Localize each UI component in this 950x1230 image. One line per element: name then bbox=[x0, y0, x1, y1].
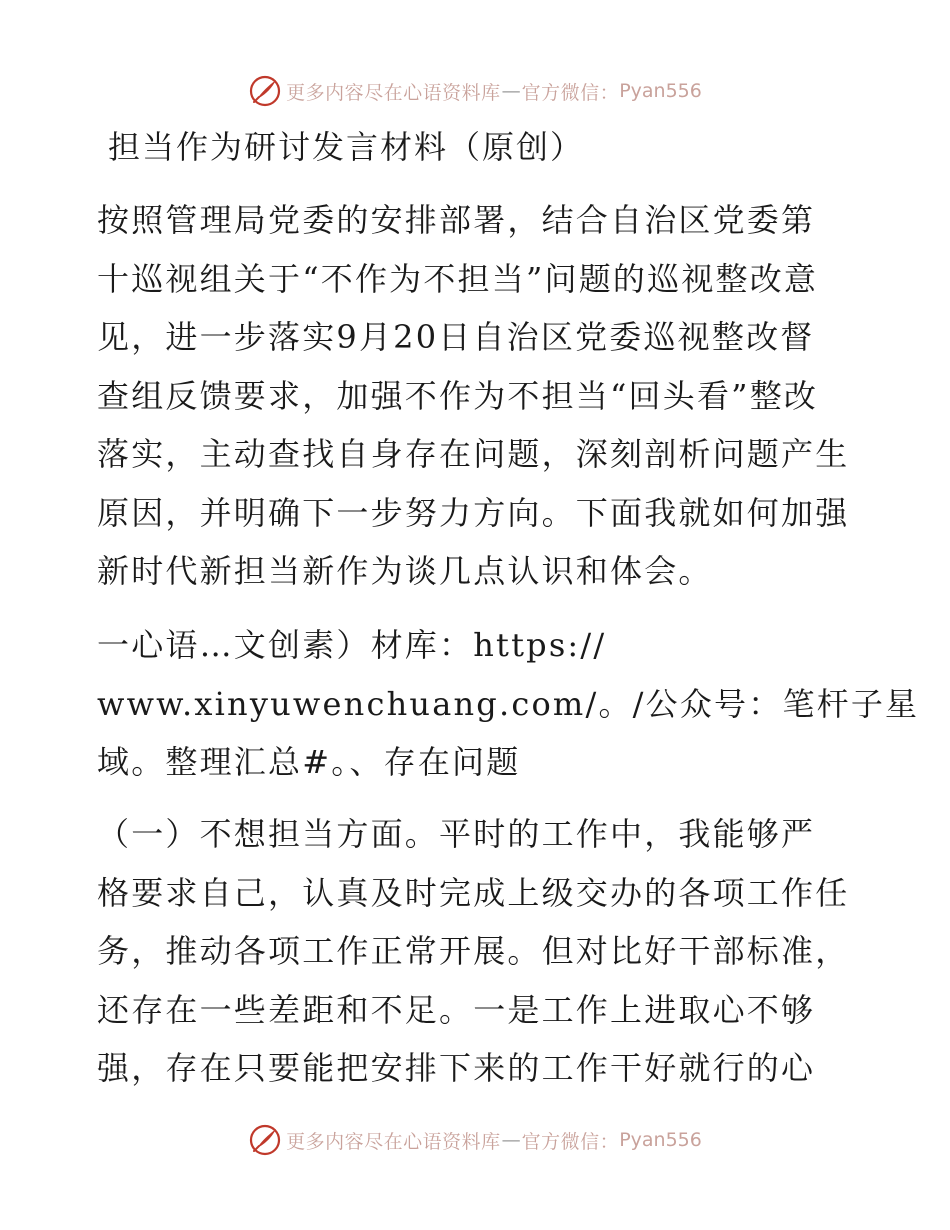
document-title: 担当作为研讨发言材料（原创） bbox=[108, 128, 585, 166]
footer-brand-text: 更多内容尽在心语资料库 bbox=[286, 1130, 501, 1153]
text-line: 新时代新担当新作为谈几点认识和体会。 bbox=[97, 552, 713, 590]
text-line: （一）不想担当方面。平时的工作中，我能够严 bbox=[97, 815, 816, 853]
footer-separator: — bbox=[501, 1129, 521, 1151]
header-contact-id: Pyan556 bbox=[619, 80, 702, 102]
paragraph-intro bbox=[97, 191, 857, 601]
header-contact-label: 官方微信： bbox=[521, 81, 620, 104]
footer-contact-label: 官方微信： bbox=[521, 1130, 620, 1153]
text-line: 格要求自己，认真及时完成上级交办的各项工作任 bbox=[97, 873, 850, 912]
text-line: 还存在一些差距和不足。一是工作上进取心不够 bbox=[97, 990, 816, 1029]
footer-contact-id: Pyan556 bbox=[619, 1129, 702, 1151]
paragraph-source-note bbox=[97, 616, 920, 792]
quill-pen-logo-icon bbox=[248, 74, 282, 108]
text-line: 按照管理局党委的安排部署，结合自治区党委第 bbox=[97, 201, 816, 239]
text-line: 十巡视组关于“不作为不担当”问题的巡视整改意 bbox=[97, 259, 819, 298]
text-line: 查组反馈要求，加强不作为不担当“回头看”整改 bbox=[97, 376, 819, 415]
text-line: 落实，主动查找自身存在问题，深刻剖析问题产生 bbox=[97, 435, 850, 473]
text-line: 域。整理汇总#。、存在问题 bbox=[97, 743, 521, 781]
quill-pen-logo-icon bbox=[248, 1123, 282, 1157]
footer-banner bbox=[0, 1120, 950, 1160]
header-separator: — bbox=[501, 80, 521, 102]
text-line: 强，存在只要能把安排下来的工作干好就行的心 bbox=[97, 1049, 816, 1087]
header-banner bbox=[0, 71, 950, 111]
text-line: www.xinyuwenchuang.com/。/公众号：笔杆子星 bbox=[97, 684, 920, 723]
header-brand-text: 更多内容尽在心语资料库 bbox=[286, 81, 501, 104]
text-line: 见，进一步落实9月20日自治区党委巡视整改督 bbox=[97, 318, 815, 356]
text-line: 务，推动各项工作正常开展。但对比好干部标准， bbox=[97, 932, 850, 970]
text-line: 一心语…文创素）材库：https:// bbox=[97, 626, 607, 664]
paragraph-section-one bbox=[97, 805, 857, 1098]
text-line: 原因，并明确下一步努力方向。下面我就如何加强 bbox=[97, 493, 850, 532]
